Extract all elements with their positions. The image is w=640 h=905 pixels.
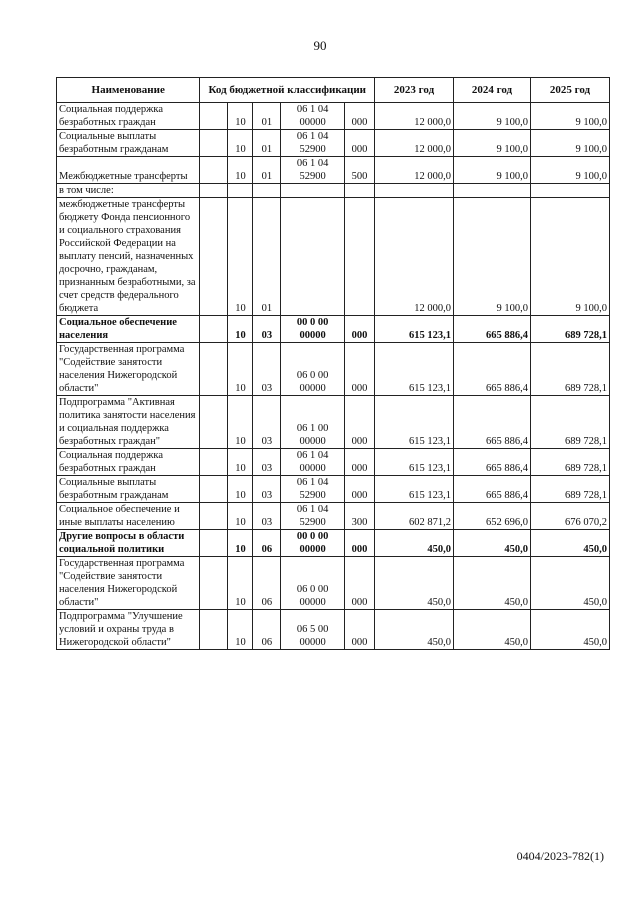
row-section: 10 xyxy=(228,316,253,343)
row-subsection: 01 xyxy=(253,103,281,130)
row-subsection: 06 xyxy=(253,530,281,557)
row-value-2024: 9 100,0 xyxy=(454,198,531,316)
row-value-2023: 12 000,0 xyxy=(375,103,454,130)
row-expense-type: 300 xyxy=(344,503,374,530)
row-value-2025: 450,0 xyxy=(530,557,609,610)
table-row xyxy=(57,198,610,316)
row-value-2025: 9 100,0 xyxy=(530,130,609,157)
row-name: Социальная поддержка безработных граждан xyxy=(57,449,200,476)
row-value-2024: 665 886,4 xyxy=(454,396,531,449)
row-section: 10 xyxy=(228,449,253,476)
row-name: Социальные выплаты безработным гражданам xyxy=(57,476,200,503)
row-target-code: 06 1 04 52900 xyxy=(281,130,344,157)
row-section: 10 xyxy=(228,503,253,530)
row-value-2023: 615 123,1 xyxy=(375,316,454,343)
header-code: Код бюджетной классификации xyxy=(200,78,375,103)
row-subsection: 03 xyxy=(253,503,281,530)
table-row xyxy=(57,610,610,650)
row-value-2023: 615 123,1 xyxy=(375,449,454,476)
row-name: Социальная поддержка безработных граждан xyxy=(57,103,200,130)
row-target-code: 06 5 00 00000 xyxy=(281,610,344,650)
row-name: Социальное обеспечение и иные выплаты населению xyxy=(57,503,200,530)
row-section: 10 xyxy=(228,530,253,557)
table-row xyxy=(57,503,610,530)
row-target-code xyxy=(281,184,344,198)
row-expense-type: 000 xyxy=(344,557,374,610)
row-target-code: 06 1 04 52900 xyxy=(281,157,344,184)
row-section: 10 xyxy=(228,157,253,184)
row-target-code: 00 0 00 00000 xyxy=(281,316,344,343)
row-subsection: 01 xyxy=(253,198,281,316)
row-value-2025: 450,0 xyxy=(530,530,609,557)
row-target-code: 06 0 00 00000 xyxy=(281,557,344,610)
table-row xyxy=(57,476,610,503)
row-value-2024: 652 696,0 xyxy=(454,503,531,530)
row-target-code: 06 1 04 52900 xyxy=(281,476,344,503)
row-target-code: 06 1 04 00000 xyxy=(281,103,344,130)
header-2024: 2024 год xyxy=(454,78,531,103)
row-value-2024: 9 100,0 xyxy=(454,103,531,130)
row-expense-type: 000 xyxy=(344,610,374,650)
document-code: 0404/2023-782(1) xyxy=(516,849,604,863)
row-section xyxy=(228,184,253,198)
row-subsection: 06 xyxy=(253,610,281,650)
row-name: Государственная программа "Содействие занятости населения Нижегородской области" xyxy=(57,343,200,396)
row-subsection: 03 xyxy=(253,396,281,449)
table-row xyxy=(57,449,610,476)
row-expense-type xyxy=(344,184,374,198)
row-target-code: 00 0 00 00000 xyxy=(281,530,344,557)
row-subsection: 03 xyxy=(253,449,281,476)
row-value-2024: 450,0 xyxy=(454,530,531,557)
row-value-2023: 450,0 xyxy=(375,557,454,610)
row-value-2024: 450,0 xyxy=(454,610,531,650)
header-2023: 2023 год xyxy=(375,78,454,103)
row-expense-type: 000 xyxy=(344,316,374,343)
header-name: Наименование xyxy=(57,78,200,103)
row-value-2025: 9 100,0 xyxy=(530,103,609,130)
row-value-2023: 615 123,1 xyxy=(375,476,454,503)
row-expense-type xyxy=(344,198,374,316)
row-target-code: 06 1 04 00000 xyxy=(281,449,344,476)
table-row xyxy=(57,557,610,610)
row-section: 10 xyxy=(228,198,253,316)
row-expense-type: 000 xyxy=(344,476,374,503)
row-target-code: 06 1 04 52900 xyxy=(281,503,344,530)
table-row xyxy=(57,130,610,157)
row-subsection: 01 xyxy=(253,130,281,157)
row-value-2023: 450,0 xyxy=(375,610,454,650)
row-section: 10 xyxy=(228,130,253,157)
row-name: Подпрограмма "Активная политика занятости населения и социальная поддержка безработных граждан" xyxy=(57,396,200,449)
row-value-2025: 676 070,2 xyxy=(530,503,609,530)
row-expense-type: 000 xyxy=(344,530,374,557)
row-name: в том числе: xyxy=(57,184,200,198)
row-section: 10 xyxy=(228,343,253,396)
row-value-2025: 689 728,1 xyxy=(530,476,609,503)
row-expense-type: 000 xyxy=(344,103,374,130)
row-section: 10 xyxy=(228,103,253,130)
budget-table xyxy=(56,77,610,650)
row-subsection: 03 xyxy=(253,343,281,396)
row-value-2025: 689 728,1 xyxy=(530,449,609,476)
row-name: Социальные выплаты безработным гражданам xyxy=(57,130,200,157)
row-expense-type: 500 xyxy=(344,157,374,184)
row-section: 10 xyxy=(228,476,253,503)
row-value-2025: 689 728,1 xyxy=(530,316,609,343)
table-row xyxy=(57,316,610,343)
row-section: 10 xyxy=(228,396,253,449)
row-value-2023: 615 123,1 xyxy=(375,343,454,396)
row-value-2023: 12 000,0 xyxy=(375,157,454,184)
table-row xyxy=(57,184,610,198)
row-value-2024 xyxy=(454,184,531,198)
row-value-2024: 665 886,4 xyxy=(454,316,531,343)
row-value-2025: 9 100,0 xyxy=(530,198,609,316)
row-value-2023: 450,0 xyxy=(375,530,454,557)
table-header-row xyxy=(57,78,610,103)
row-section: 10 xyxy=(228,610,253,650)
row-value-2024: 9 100,0 xyxy=(454,130,531,157)
row-name: Подпрограмма "Улучшение условий и охраны труда в Нижегородской области" xyxy=(57,610,200,650)
row-subsection: 06 xyxy=(253,557,281,610)
row-expense-type: 000 xyxy=(344,130,374,157)
row-value-2023: 12 000,0 xyxy=(375,130,454,157)
row-value-2025: 9 100,0 xyxy=(530,157,609,184)
table-row xyxy=(57,103,610,130)
row-value-2025: 689 728,1 xyxy=(530,396,609,449)
row-target-code: 06 0 00 00000 xyxy=(281,343,344,396)
row-value-2023: 602 871,2 xyxy=(375,503,454,530)
row-value-2024: 9 100,0 xyxy=(454,157,531,184)
row-value-2023 xyxy=(375,184,454,198)
row-value-2024: 665 886,4 xyxy=(454,343,531,396)
row-subsection: 03 xyxy=(253,476,281,503)
table-row xyxy=(57,396,610,449)
row-expense-type: 000 xyxy=(344,343,374,396)
row-subsection xyxy=(253,184,281,198)
row-subsection: 01 xyxy=(253,157,281,184)
row-name: межбюджетные трансферты бюджету Фонда пенсионного и социального страхования Российской Федерации на выплату пенсий, назначенных досрочно, гражданам, признанным безработными, за счет средств федерального бюджета xyxy=(57,198,200,316)
row-expense-type: 000 xyxy=(344,449,374,476)
row-value-2025 xyxy=(530,184,609,198)
row-name: Межбюджетные трансферты xyxy=(57,157,200,184)
row-value-2024: 665 886,4 xyxy=(454,476,531,503)
row-name: Другие вопросы в области социальной политики xyxy=(57,530,200,557)
table-row xyxy=(57,157,610,184)
table-row xyxy=(57,343,610,396)
row-value-2025: 450,0 xyxy=(530,610,609,650)
row-value-2023: 12 000,0 xyxy=(375,198,454,316)
row-section: 10 xyxy=(228,557,253,610)
header-2025: 2025 год xyxy=(530,78,609,103)
row-value-2024: 450,0 xyxy=(454,557,531,610)
row-name: Государственная программа "Содействие занятости населения Нижегородской области" xyxy=(57,557,200,610)
row-target-code: 06 1 00 00000 xyxy=(281,396,344,449)
row-expense-type: 000 xyxy=(344,396,374,449)
row-target-code xyxy=(281,198,344,316)
row-subsection: 03 xyxy=(253,316,281,343)
row-name: Социальное обеспечение населения xyxy=(57,316,200,343)
page-number: 90 xyxy=(313,38,327,53)
row-value-2025: 689 728,1 xyxy=(530,343,609,396)
row-value-2023: 615 123,1 xyxy=(375,396,454,449)
row-value-2024: 665 886,4 xyxy=(454,449,531,476)
table-row xyxy=(57,530,610,557)
